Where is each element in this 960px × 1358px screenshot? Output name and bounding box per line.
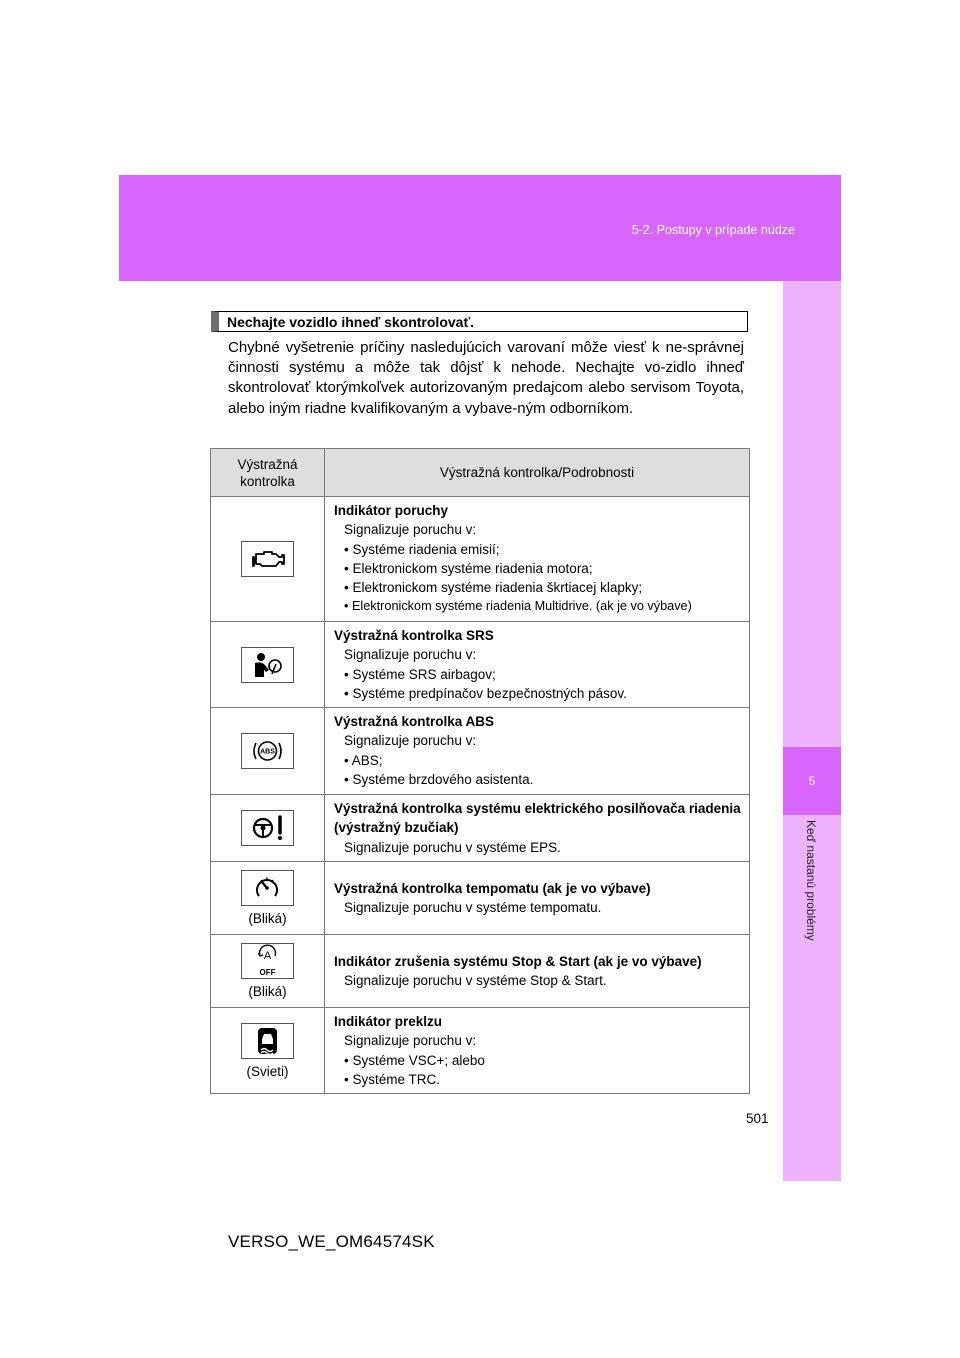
warning-table	[210, 448, 750, 1094]
item-title: Výstražná kontrolka SRS	[334, 628, 494, 643]
table-row	[211, 708, 750, 795]
item-line: • ABS;	[344, 752, 383, 768]
item-line: • Elektronickom systéme riadenia Multidrive. (ak je vo výbave)	[344, 599, 692, 614]
item-line: Signalizuje poruchu v systéme EPS.	[344, 839, 561, 855]
item-title: Výstražná kontrolka ABS	[334, 714, 495, 730]
item-line: • Systéme TRC.	[344, 1072, 440, 1088]
icon-cell	[211, 862, 325, 935]
off-icon-text: OFF	[259, 968, 276, 978]
table-row	[211, 795, 750, 862]
details-cell	[325, 497, 750, 622]
icon-cell	[211, 935, 325, 1008]
auto-icon-text: A	[263, 950, 272, 963]
item-line: Signalizuje poruchu v:	[344, 647, 477, 663]
item-line: Signalizuje poruchu v:	[344, 733, 477, 749]
chapter-title-text: Keď nastanú problémy	[804, 820, 818, 941]
section-breadcrumb: 5-2. Postupy v prípade núdze	[631, 223, 795, 237]
table-row	[211, 935, 750, 1008]
header-band	[119, 175, 841, 281]
section-heading	[211, 311, 748, 332]
table-row	[211, 862, 750, 935]
details-cell	[325, 1008, 750, 1094]
slip-indicator-icon	[241, 1023, 294, 1059]
details-cell	[325, 708, 750, 795]
icon-cell	[211, 622, 325, 708]
item-line: • Elektronickom systéme riadenia motora;	[344, 560, 593, 576]
abs-icon	[241, 733, 294, 769]
table-row	[211, 622, 750, 708]
item-line: Signalizuje poruchu v systéme tempomatu.	[344, 900, 602, 916]
srs-airbag-icon	[241, 647, 294, 683]
item-line: Signalizuje poruchu v:	[344, 522, 477, 538]
item-line: • Systéme VSC+; alebo	[344, 1052, 485, 1068]
chapter-number: 5	[783, 747, 841, 815]
chapter-side-tab	[783, 281, 841, 1181]
icon-cell	[211, 1008, 325, 1094]
icon-cell	[211, 708, 325, 795]
item-line: • Systéme brzdového asistenta.	[344, 772, 534, 788]
stop-start-off-icon	[241, 943, 294, 979]
section-heading-text: Nechajte vozidlo ihneď skontrolovať.	[227, 314, 475, 330]
icon-cell	[211, 795, 325, 862]
item-title: Výstražná kontrolka tempomatu (ak je vo výbave)	[334, 880, 651, 896]
item-line: Signalizuje poruchu v:	[344, 1033, 477, 1049]
table-row	[211, 1008, 750, 1094]
table-row	[211, 497, 750, 622]
details-cell	[325, 862, 750, 935]
item-title: Indikátor zrušenia systému Stop & Start (ak je vo výbave)	[334, 953, 702, 969]
intro-paragraph: Chybné vyšetrenie príčiny nasledujúcich varovaní môže viesť k ne-správnej činnosti systému a môže tak dôjsť k nehode. Nechajte vo-zidlo ihneď skontrolovať ktorýmkoľvek autorizovaným predajcom alebo servisom Toyota, alebo iným riadne kvalifikovaným a vybave-ným odborníkom.	[228, 339, 744, 417]
status-label: (Svieti)	[246, 1063, 289, 1079]
details-cell	[325, 935, 750, 1008]
cruise-control-icon	[241, 870, 294, 906]
table-header-row	[211, 449, 750, 497]
engine-icon	[241, 541, 294, 577]
item-line: • Elektronickom systéme riadenia škrtiacej klapky;	[344, 580, 643, 596]
details-cell	[325, 622, 750, 708]
item-line: • Systéme predpínačov bezpečnostných pásov.	[344, 685, 627, 701]
document-code: VERSO_WE_OM64574SK	[228, 1232, 435, 1251]
status-label: (Bliká)	[248, 984, 287, 1000]
icon-cell	[211, 497, 325, 622]
column-header-details: Výstražná kontrolka/Podrobnosti	[325, 449, 750, 497]
item-line: Signalizuje poruchu v systéme Stop & Start.	[344, 973, 607, 989]
item-line: • Systéme SRS airbagov;	[344, 666, 496, 682]
item-title: Indikátor poruchy	[334, 503, 449, 518]
chapter-title	[783, 820, 841, 980]
item-title: Výstražná kontrolka systému elektrického posilňovača riadenia (výstražný bzučiak)	[334, 801, 741, 836]
item-title: Indikátor preklzu	[334, 1014, 443, 1030]
details-cell	[325, 795, 750, 862]
power-steering-icon	[241, 810, 294, 846]
status-label: (Bliká)	[248, 911, 287, 927]
item-line: • Systéme riadenia emisií;	[344, 541, 500, 557]
abs-icon-text: ABS	[260, 748, 275, 756]
page-number: 501	[746, 1111, 769, 1126]
column-header-icon: Výstražná kontrolka	[211, 449, 325, 497]
